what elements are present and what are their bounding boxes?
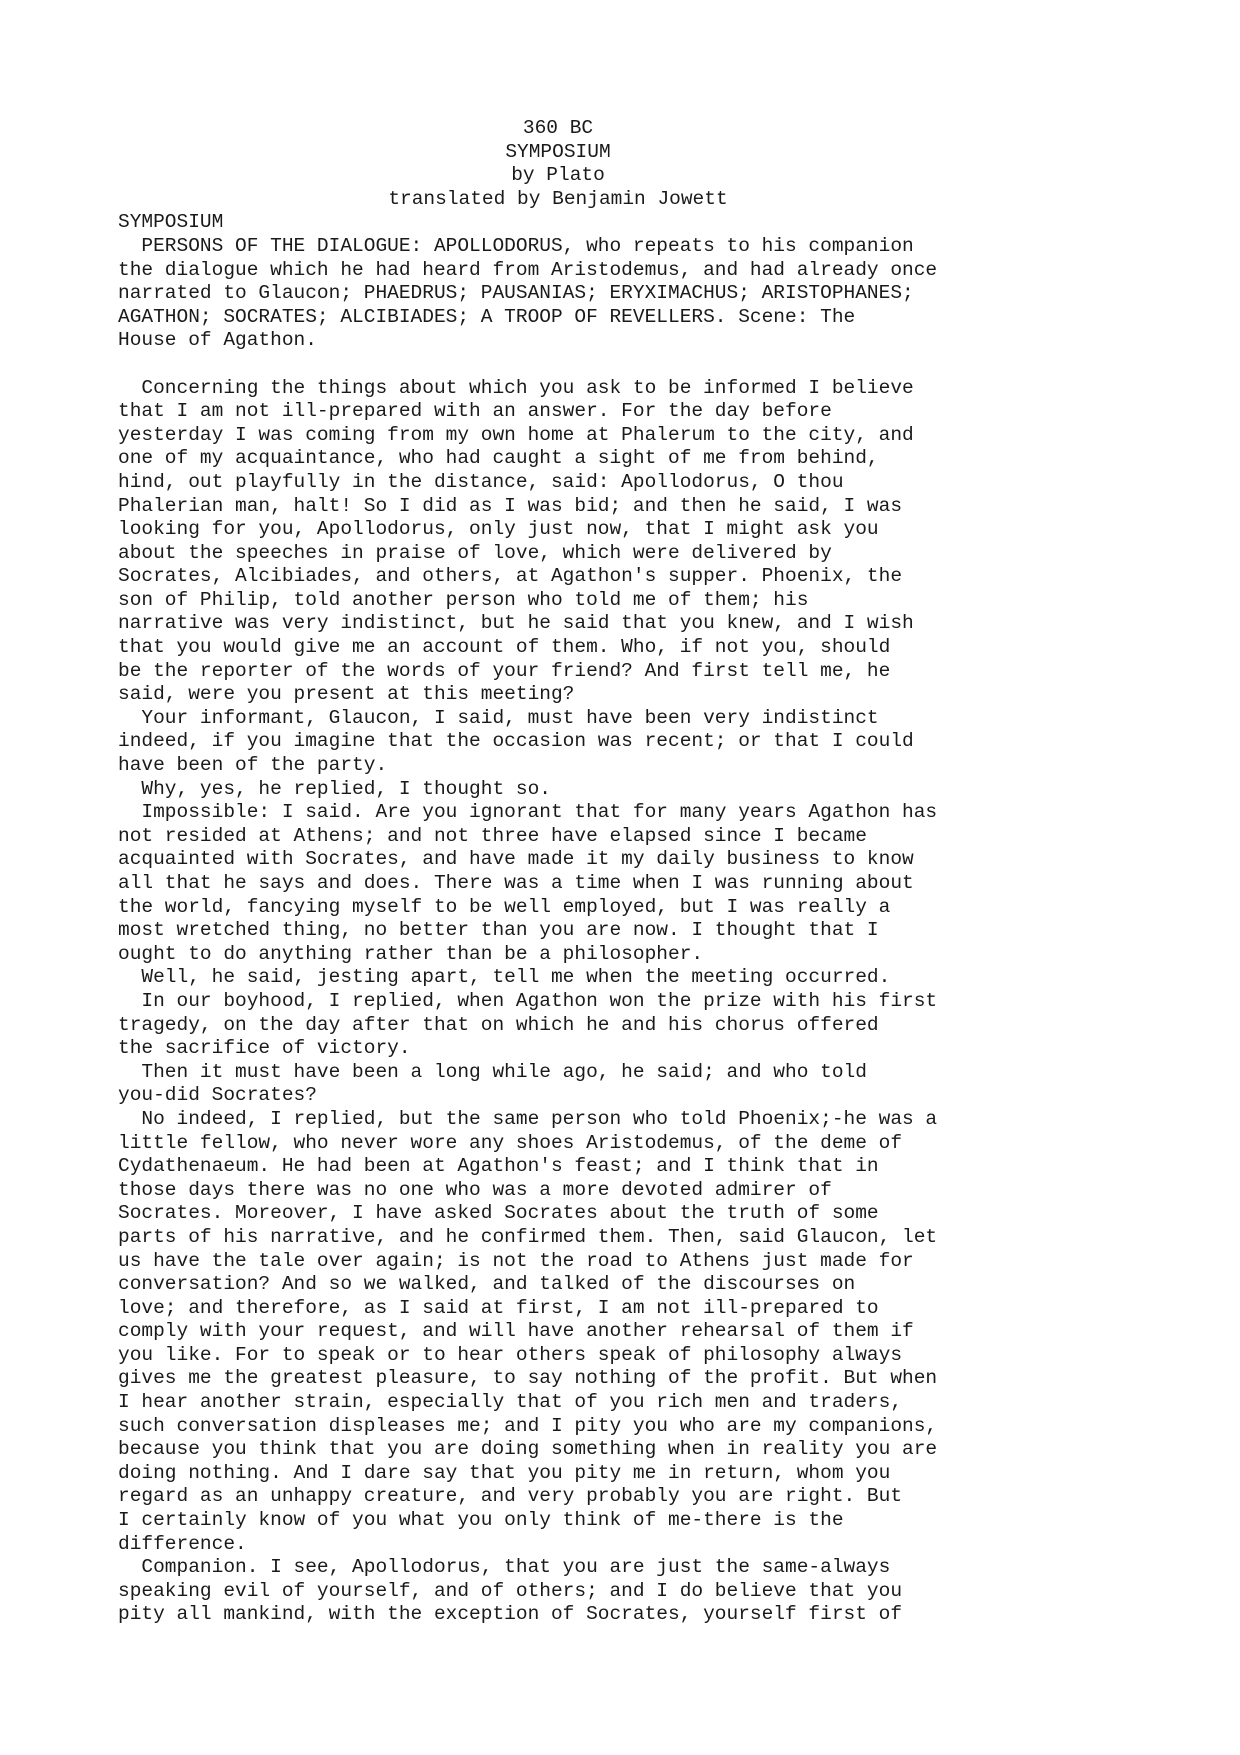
persons-line: the dialogue which he had heard from Aristodemus, and had already once	[118, 258, 938, 281]
dialogue-body	[118, 377, 1118, 1627]
body-line: most wretched thing, no better than you are now. I thought that I	[118, 919, 879, 942]
body-line: Socrates, Alcibiades, and others, at Agathon's supper. Phoenix, the	[118, 565, 903, 588]
persons-line: AGATHON; SOCRATES; ALCIBIADES; A TROOP OF REVELLERS. Scene: The	[118, 305, 856, 328]
body-line: pity all mankind, with the exception of Socrates, yourself first of	[118, 1603, 903, 1626]
body-line: Cydathenaeum. He had been at Agathon's feast; and I think that in	[118, 1155, 879, 1178]
document-page	[118, 117, 1118, 1627]
body-line: parts of his narrative, and he confirmed them. Then, said Glaucon, let	[118, 1225, 938, 1248]
body-line: those days there was no one who was a more devoted admirer of	[118, 1178, 832, 1201]
body-line: tragedy, on the day after that on which he and his chorus offered	[118, 1013, 879, 1036]
body-line: yesterday I was coming from my own home at Phalerum to the city, and	[118, 423, 914, 446]
header-author: by Plato	[511, 164, 605, 187]
body-line: Impossible: I said. Are you ignorant that for many years Agathon has	[118, 801, 938, 824]
header-date: 360 BC	[522, 117, 594, 139]
body-line: doing nothing. And I dare say that you pity me in return, whom you	[118, 1461, 891, 1484]
body-line: about the speeches in praise of love, which were delivered by	[118, 541, 832, 564]
header-translator: translated by Benjamin Jowett	[388, 187, 728, 210]
section-heading: SYMPOSIUM	[118, 211, 224, 234]
body-line: you like. For to speak or to hear others speak of philosophy always	[118, 1343, 903, 1366]
body-line: that I am not ill-prepared with an answer. For the day before	[118, 400, 832, 423]
persons-line: House of Agathon.	[118, 329, 317, 352]
body-line: because you think that you are doing something when in reality you are	[118, 1438, 938, 1461]
body-line: looking for you, Apollodorus, only just now, that I might ask you	[118, 518, 879, 541]
body-line: Then it must have been a long while ago, he said; and who told	[118, 1060, 867, 1083]
body-line: narrative was very indistinct, but he said that you knew, and I wish	[118, 612, 914, 635]
body-line: one of my acquaintance, who had caught a sight of me from behind,	[118, 447, 879, 470]
body-line: acquainted with Socrates, and have made it my daily business to know	[118, 848, 914, 871]
body-line: regard as an unhappy creature, and very probably you are right. But	[118, 1485, 903, 1508]
body-line: Well, he said, jesting apart, tell me when the meeting occurred.	[118, 966, 891, 989]
body-line: gives me the greatest pleasure, to say nothing of the profit. But when	[118, 1367, 938, 1390]
body-line: comply with your request, and will have another rehearsal of them if	[118, 1320, 914, 1343]
body-line: you-did Socrates?	[118, 1084, 317, 1107]
body-line: the sacrifice of victory.	[118, 1037, 411, 1060]
body-line: us have the tale over again; is not the road to Athens just made for	[118, 1249, 914, 1272]
body-line: No indeed, I replied, but the same person who told Phoenix;-he was a	[118, 1107, 938, 1130]
body-line: conversation? And so we walked, and talked of the discourses on	[118, 1273, 856, 1296]
persons-line: PERSONS OF THE DIALOGUE: APOLLODORUS, who repeats to his companion	[118, 234, 914, 257]
body-line: Socrates. Moreover, I have asked Socrates about the truth of some	[118, 1202, 879, 1225]
body-line: hind, out playfully in the distance, said: Apollodorus, O thou	[118, 470, 844, 493]
persons-paragraph	[118, 235, 1118, 353]
body-line: that you would give me an account of them. Who, if not you, should	[118, 636, 891, 659]
body-line: not resided at Athens; and not three have elapsed since I became	[118, 824, 867, 847]
body-line: son of Philip, told another person who told me of them; his	[118, 588, 809, 611]
body-line: difference.	[118, 1532, 247, 1555]
persons-line: narrated to Glaucon; PHAEDRUS; PAUSANIAS; ERYXIMACHUS; ARISTOPHANES;	[118, 282, 914, 305]
body-line: love; and therefore, as I said at first, I am not ill-prepared to	[118, 1296, 879, 1319]
paragraph-gap	[118, 353, 1118, 377]
body-line: ought to do anything rather than be a philosopher.	[118, 942, 704, 965]
body-line: Why, yes, he replied, I thought so.	[118, 777, 551, 800]
body-line: all that he says and does. There was a time when I was running about	[118, 872, 914, 894]
body-line: speaking evil of yourself, and of others; and I do believe that you	[118, 1579, 903, 1602]
header-title: SYMPOSIUM	[505, 140, 611, 163]
body-line: be the reporter of the words of your friend? And first tell me, he	[118, 659, 891, 682]
body-line: I certainly know of you what you only think of me-there is the	[118, 1509, 844, 1532]
body-line: Your informant, Glaucon, I said, must have been very indistinct	[118, 706, 879, 729]
body-line: have been of the party.	[118, 754, 388, 777]
body-line: In our boyhood, I replied, when Agathon won the prize with his first	[118, 989, 938, 1012]
body-line: Concerning the things about which you ask to be informed I believe	[118, 376, 914, 399]
body-line: little fellow, who never wore any shoes Aristodemus, of the deme of	[118, 1131, 903, 1154]
body-line: such conversation displeases me; and I pity you who are my companions,	[118, 1414, 938, 1437]
body-line: I hear another strain, especially that of you rich men and traders,	[118, 1391, 903, 1414]
body-line: the world, fancying myself to be well employed, but I was really a	[118, 895, 891, 918]
body-line: said, were you present at this meeting?	[118, 683, 575, 706]
body-line: Companion. I see, Apollodorus, that you are just the same-always	[118, 1556, 891, 1579]
body-line: indeed, if you imagine that the occasion was recent; or that I could	[118, 730, 914, 753]
body-line: Phalerian man, halt! So I did as I was bid; and then he said, I was	[118, 494, 903, 517]
